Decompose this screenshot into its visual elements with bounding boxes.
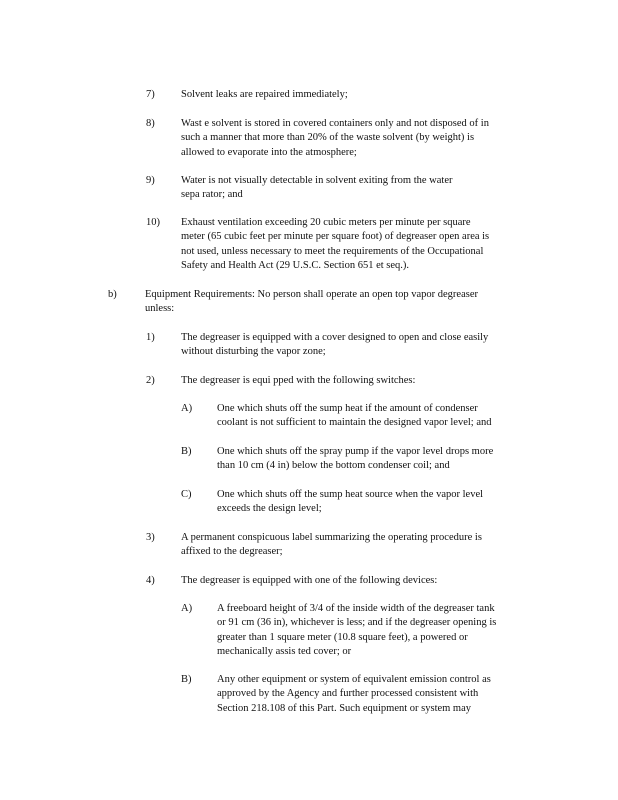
item-number: 9) <box>146 175 155 186</box>
item-number: B) <box>181 446 192 457</box>
item-text: One which shuts off the sump heat if the amount of condenser coolant is not sufficient to maintain the designed vapor level; and <box>217 403 492 429</box>
item-text: The degreaser is equi pped with the following switches: <box>181 375 416 386</box>
item-text: Exhaust ventilation exceeding 20 cubic meters per minute per square meter (65 cubic feet per minute per square foot) of degreaser open area is not used, unless necessary to meet the requirements of the Occupational Safety and Health Act (29 U.S.C. Section 651 et seq.). <box>181 217 490 271</box>
item-number: C) <box>181 489 192 500</box>
item-number: 4) <box>146 575 155 586</box>
section-text: Equipment Requirements: No person shall operate an open top vapor degreaser unless: <box>145 289 478 315</box>
item-text: Any other equipment or system of equivalent emission control as approved by the Agency and further processed consistent with Section 218.108 of this Part. Such equipment or system may <box>217 674 491 714</box>
item-text: One which shuts off the spray pump if the vapor level drops more than 10 cm (4 in) below the bottom condenser coil; and <box>217 446 494 472</box>
item-number: 1) <box>146 332 155 343</box>
item-number: B) <box>181 674 192 685</box>
item-number: 7) <box>146 89 155 100</box>
item-text: The degreaser is equipped with one of the following devices: <box>181 575 438 586</box>
item-text: One which shuts off the sump heat source when the vapor level exceeds the design level; <box>217 489 484 515</box>
item-number: 3) <box>146 532 155 543</box>
item-text: A permanent conspicuous label summarizing the operating procedure is affixed to the degreaser; <box>181 532 482 558</box>
item-text: Water is not visually detectable in solvent exiting from the water sepa rator; and <box>181 175 453 201</box>
item-number: A) <box>181 403 193 414</box>
item-number: 2) <box>146 375 155 386</box>
item-number: 10) <box>146 217 160 228</box>
item-text: A freeboard height of 3/4 of the inside width of the degreaser tank or 91 cm (36 in), whichever is less; and if the degreaser opening is greater than 1 square meter (10.8 square feet), a powered or mechanically assis ted cover; or <box>217 603 497 657</box>
item-number: 8) <box>146 118 155 129</box>
item-number: A) <box>181 603 193 614</box>
item-text: The degreaser is equipped with a cover designed to open and close easily without disturbing the vapor zone; <box>181 332 489 358</box>
item-text: Wast e solvent is stored in covered containers only and not disposed of in such a manner that more than 20% of the waste solvent (by weight) is allowed to evaporate into the atmosphere; <box>181 118 489 158</box>
section-number: b) <box>108 289 117 300</box>
item-text: Solvent leaks are repaired immediately; <box>181 89 348 100</box>
